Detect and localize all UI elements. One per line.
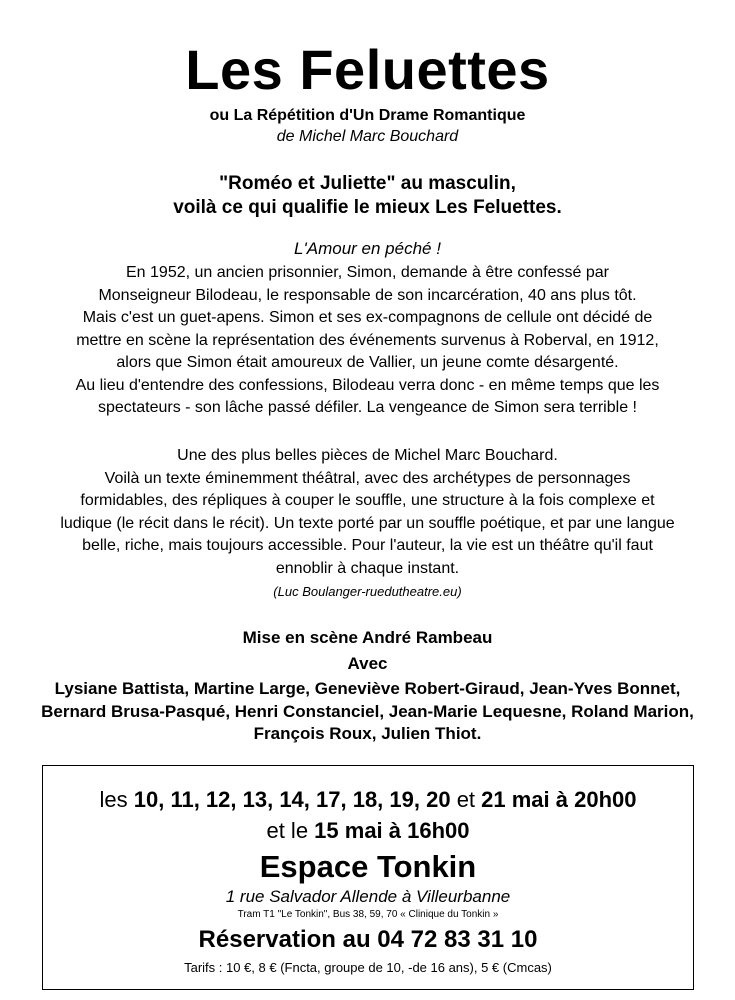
- dates-prefix: les: [99, 787, 134, 812]
- review-paragraph: [0, 445, 735, 580]
- review-line: ludique (le récit dans le récit). Un texte porté par un souffle poétique, et par une langue: [60, 514, 675, 532]
- transport-info: Tram T1 "Le Tonkin", Bus 38, 59, 70 « Clinique du Tonkin »: [237, 909, 499, 920]
- synopsis-line: alors que Simon était amoureux de Vallier, un jeune comte désargenté.: [116, 354, 619, 371]
- review-line: Une des plus belles pièces de Michel Marc Bouchard.: [177, 447, 558, 464]
- cast-line: Lysiane Battista, Martine Large, Geneviève Robert-Giraud, Jean-Yves Bonnet,: [54, 679, 681, 698]
- matinee-prefix: et le: [266, 818, 315, 843]
- synopsis-line: Au lieu d'entendre des confessions, Bilodeau verra donc - en même temps que les: [75, 376, 660, 394]
- tagline-line-2: voilà ce qui qualifie le mieux Les Feluettes.: [173, 197, 562, 218]
- synopsis-line: Monseigneur Bilodeau, le responsable de son incarcération, 40 ans plus tôt.: [98, 286, 637, 304]
- play-subtitle: ou La Répétition d'Un Drame Romantique: [209, 107, 526, 124]
- play-author: de Michel Marc Bouchard: [276, 128, 459, 145]
- reservation-phone: Réservation au 04 72 83 31 10: [198, 926, 538, 953]
- synopsis-line: En 1952, un ancien prisonnier, Simon, demande à être confessé par: [126, 264, 609, 281]
- dates-last: 21 mai à 20h00: [481, 787, 637, 812]
- venue-name: Espace Tonkin: [259, 849, 477, 884]
- synopsis-line: Mais c'est un guet-apens. Simon et ses ex-compagnons de cellule ont décidé de: [82, 309, 653, 326]
- ticket-prices: Tarifs : 10 €, 8 € (Fncta, groupe de 10, -de 16 ans), 5 € (Cmcas): [184, 960, 552, 975]
- synopsis-heading: L'Amour en péché !: [294, 239, 441, 258]
- synopsis-line: spectateurs - son lâche passé défiler. La vengeance de Simon sera terrible !: [98, 399, 637, 416]
- tagline-line-1: "Roméo et Juliette" au masculin,: [219, 173, 516, 194]
- review-line: formidables, des répliques à couper le souffle, une structure à la fois complexe et: [80, 492, 655, 509]
- review-line: belle, riche, mais toujours accessible. Pour l'auteur, la vie est un théâtre qu'il faut: [82, 537, 653, 554]
- play-title: Les Feluettes: [185, 38, 550, 101]
- dates-list: 10, 11, 12, 13, 14, 17, 18, 19, 20: [133, 787, 451, 812]
- synopsis-paragraph: [0, 262, 735, 420]
- matinee-date: [43, 816, 693, 846]
- review-line: ennoblir à chaque instant.: [275, 559, 460, 577]
- venue-address: 1 rue Salvador Allende à Villeurbanne: [225, 887, 511, 906]
- review-line: Voilà un texte éminemment théâtral, avec des archétypes de personnages: [104, 469, 631, 487]
- matinee-value: 15 mai à 16h00: [314, 818, 470, 843]
- event-info-box: [42, 765, 694, 990]
- dates-join: et: [450, 787, 482, 812]
- director-credit: Mise en scène André Rambeau: [242, 628, 493, 647]
- cast-line: François Roux, Julien Thiot.: [253, 724, 482, 743]
- evening-dates: [43, 785, 693, 815]
- cast-list: [0, 678, 735, 746]
- cast-line: Bernard Brusa-Pasqué, Henri Constanciel, Jean-Marie Lequesne, Roland Marion,: [41, 701, 694, 721]
- synopsis-line: mettre en scène la représentation des événements survenus à Roberval, en 1912,: [76, 331, 659, 349]
- cast-heading: Avec: [347, 654, 388, 673]
- review-citation: (Luc Boulanger-ruedutheatre.eu): [273, 584, 462, 599]
